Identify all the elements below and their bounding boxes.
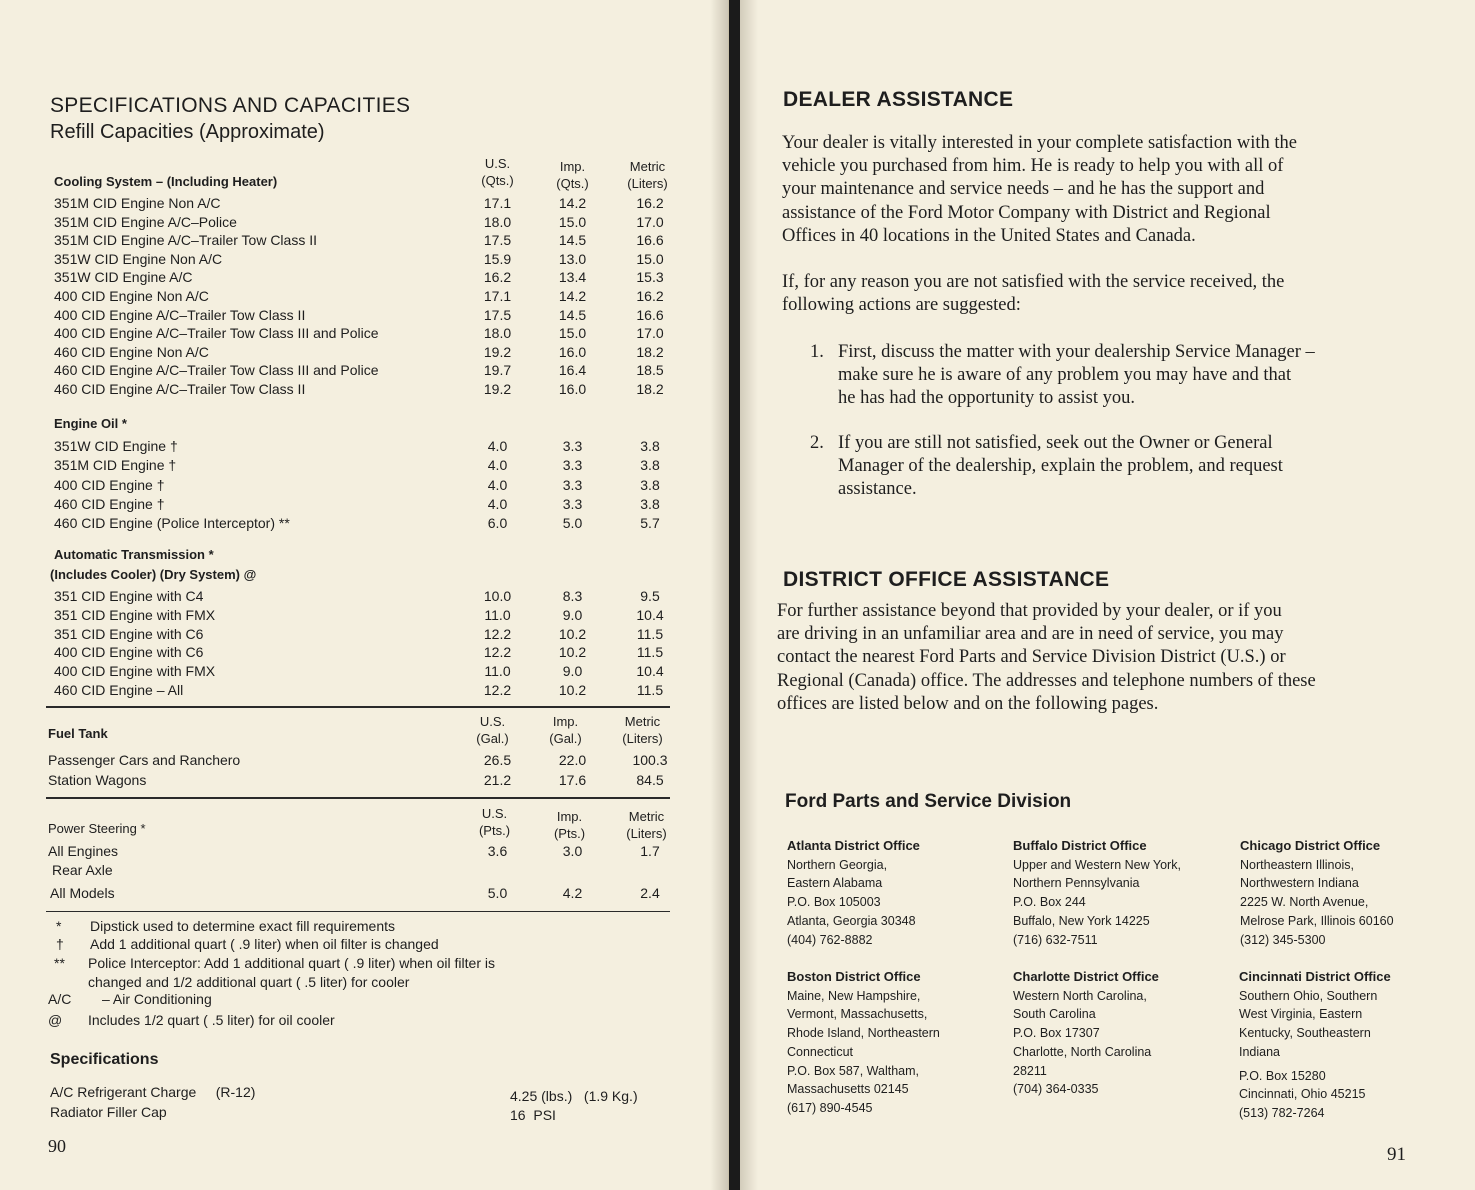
item-line: assistance. [838, 479, 917, 500]
value-metric: 11.5 [636, 682, 664, 698]
table-row [0, 438, 728, 457]
dealer-paragraph [782, 132, 1297, 248]
value-metric: 1.7 [640, 843, 660, 859]
value-imp: 10.2 [558, 682, 587, 698]
office-line: P.O. Box 15280 [1239, 1068, 1326, 1083]
row-label: 351W CID Engine A/C [54, 269, 193, 286]
specifications-heading: Specifications [50, 1051, 159, 1068]
col-header-text: Imp. (Qts.) [556, 159, 589, 191]
office-line: (404) 762-8882 [787, 932, 873, 947]
value-metric: 11.5 [636, 625, 664, 642]
office-line: Northern Pennsylvania [1013, 876, 1140, 891]
row-label: 351M CID Engine Non A/C [54, 195, 221, 211]
value-us: 19.2 [483, 381, 512, 397]
row-label: Passenger Cars and Ranchero [48, 752, 241, 768]
office-line: West Virginia, Eastern [1239, 1007, 1363, 1022]
value-imp: 3.3 [562, 457, 583, 474]
value-metric: 3.8 [640, 438, 660, 454]
row-label: 351M CID Engine † [54, 457, 177, 474]
value-imp: 9.0 [562, 663, 583, 680]
value-metric: 15.3 [636, 269, 664, 286]
value-metric: 16.2 [636, 195, 664, 211]
page-gutter-shadow [740, 0, 758, 1190]
office-line: P.O. Box 244 [1013, 895, 1086, 910]
paragraph-line: Your dealer is vitally interested in your complete satisfaction with the [782, 133, 1297, 153]
table-row [0, 885, 728, 904]
value-us: 3.6 [487, 843, 508, 859]
col-header-us-gal [465, 713, 520, 747]
value-us: 4.0 [487, 495, 508, 512]
row-label: 351 CID Engine with C6 [54, 625, 204, 642]
section-rule [46, 706, 670, 708]
value-us: 16.2 [483, 269, 512, 286]
table-row [0, 307, 728, 326]
office-line: Indiana [1239, 1044, 1281, 1059]
value-imp: 13.0 [558, 250, 587, 267]
table-row [0, 588, 728, 607]
page-title: SPECIFICATIONS AND CAPACITIES [50, 94, 411, 117]
value-metric: 10.4 [636, 663, 664, 680]
page-subtitle: Refill Capacities (Approximate) [50, 121, 325, 143]
paragraph-line: contact the nearest Ford Parts and Service Division District (U.S.) or [777, 647, 1286, 668]
office-name: Chicago District Office [1240, 838, 1381, 853]
office-chicago [1240, 837, 1394, 949]
col-header-imp-pts [542, 808, 597, 842]
section-rule [46, 911, 670, 912]
row-label: 351M CID Engine A/C–Police [54, 213, 237, 230]
row-label: 460 CID Engine Non A/C [54, 343, 209, 360]
row-label: 351W CID Engine Non A/C [54, 250, 223, 267]
col-header-text: U.S. (Qts.) [481, 156, 514, 188]
value-imp: 3.3 [562, 495, 583, 512]
value-imp: 16.0 [558, 381, 587, 397]
item-number: 2. [810, 433, 824, 453]
value-metric: 17.0 [636, 213, 664, 230]
value-metric: 16.6 [636, 232, 664, 249]
value-metric: 2.4 [640, 885, 660, 901]
paragraph-line: your maintenance and service needs – and he has the support and [782, 179, 1265, 200]
paragraph-line: vehicle you purchased from him. He is ready to help you with all of [782, 156, 1284, 177]
table-row [0, 288, 728, 307]
table-row [0, 496, 728, 515]
paragraph-line: Regional (Canada) office. The addresses and telephone numbers of these [777, 670, 1316, 691]
left-page [0, 0, 729, 1190]
footnote-text: Includes 1/2 quart ( .5 liter) for oil cooler [88, 1012, 335, 1028]
item-line: Manager of the dealership, explain the problem, and request [838, 456, 1283, 477]
value-us: 18.0 [483, 325, 512, 342]
table-row [0, 344, 728, 363]
value-metric: 10.4 [636, 606, 664, 623]
item-line: he has had the opportunity to assist you. [838, 388, 1135, 409]
paragraph-line: are driving in an unfamiliar area and are in need of service, you may [777, 624, 1284, 645]
value-us: 6.0 [487, 515, 508, 532]
col-header-metric-liters [614, 808, 679, 842]
office-line: Kentucky, Southeastern [1239, 1026, 1371, 1041]
item-number: 1. [810, 342, 824, 362]
row-label: 400 CID Engine with FMX [54, 663, 216, 680]
table-row [0, 682, 728, 701]
office-line: 2225 W. North Avenue, [1240, 895, 1369, 910]
table-row [0, 515, 728, 534]
spec-label: A/C Refrigerant Charge (R-12) [50, 1084, 256, 1100]
footnote-symbol: A/C [48, 991, 72, 1007]
office-line: Rhode Island, Northeastern [787, 1026, 940, 1041]
division-title: Ford Parts and Service Division [785, 791, 1072, 812]
paragraph-line: If, for any reason you are not satisfied with the service received, the [782, 272, 1285, 292]
value-metric: 5.7 [640, 515, 660, 532]
table-row [0, 477, 728, 496]
row-label: 351W CID Engine † [54, 438, 178, 454]
value-metric: 16.6 [636, 306, 664, 323]
value-us: 15.9 [483, 250, 512, 267]
value-imp: 3.0 [562, 843, 583, 859]
value-metric: 18.2 [636, 343, 664, 360]
office-line: P.O. Box 587, Waltham, [787, 1063, 920, 1078]
row-label: 400 CID Engine A/C–Trailer Tow Class II [54, 306, 306, 323]
office-line: Upper and Western New York, [1013, 857, 1181, 872]
footnote-text: – Air Conditioning [102, 991, 212, 1007]
value-metric: 15.0 [636, 250, 664, 267]
table-row [0, 457, 728, 476]
value-us: 17.5 [483, 232, 512, 249]
value-us: 4.0 [487, 438, 508, 454]
value-metric: 18.2 [636, 381, 664, 397]
row-label: 400 CID Engine A/C–Trailer Tow Class III and Police [54, 325, 379, 342]
district-paragraph [777, 600, 1316, 716]
value-metric: 18.5 [636, 362, 664, 379]
row-label: 351M CID Engine A/C–Trailer Tow Class II [54, 232, 317, 249]
value-us: 19.7 [483, 362, 512, 379]
col-header-text: U.S. (Gal.) [476, 714, 509, 746]
value-imp: 16.0 [558, 343, 587, 360]
row-label: 460 CID Engine (Police Interceptor) ** [54, 515, 290, 532]
value-imp: 14.5 [558, 232, 587, 249]
value-imp: 10.2 [558, 644, 587, 661]
table-row [0, 269, 728, 288]
office-name: Boston District Office [787, 969, 921, 984]
paragraph-line: assistance of the Ford Motor Company with District and Regional [782, 202, 1271, 223]
office-line: Northwestern Indiana [1240, 876, 1359, 891]
value-us: 19.2 [483, 343, 512, 360]
value-metric: 9.5 [640, 588, 660, 604]
table-row [0, 663, 728, 682]
value-metric: 84.5 [636, 772, 664, 788]
value-us: 4.0 [487, 457, 508, 474]
col-header-text: Metric (Liters) [627, 159, 668, 191]
value-us: 17.5 [483, 306, 512, 323]
table-row [0, 381, 728, 400]
power-steering-heading: Power Steering * [48, 821, 146, 836]
table-row [0, 195, 728, 214]
dealer-paragraph-2 [782, 271, 1284, 317]
office-line: Charlotte, North Carolina [1013, 1044, 1152, 1059]
row-label: Station Wagons [48, 772, 147, 788]
office-line: (716) 632-7511 [1013, 932, 1098, 947]
paragraph-line: For further assistance beyond that provided by your dealer, or if you [777, 601, 1282, 621]
office-name: Atlanta District Office [787, 838, 920, 853]
office-line: Maine, New Hampshire, [787, 988, 921, 1003]
value-metric: 11.5 [636, 644, 664, 661]
value-imp: 9.0 [562, 606, 583, 623]
office-line: Connecticut [787, 1044, 854, 1059]
col-header-text: Imp. (Gal.) [549, 714, 582, 746]
value-imp: 10.2 [558, 625, 587, 642]
col-header-text: U.S. (Pts.) [478, 806, 511, 838]
value-us: 26.5 [483, 752, 512, 768]
office-line: Southern Ohio, Southern [1239, 988, 1378, 1003]
office-line: Cincinnati, Ohio 45215 [1239, 1087, 1366, 1102]
row-label: 400 CID Engine † [54, 476, 165, 493]
col-header-imp-qts [545, 158, 600, 192]
value-imp: 14.5 [558, 306, 587, 323]
table-row [0, 362, 728, 381]
table-row [0, 232, 728, 251]
office-line: (704) 364-0335 [1013, 1082, 1099, 1097]
row-label: 460 CID Engine – All [54, 682, 184, 698]
col-header-us-pts [467, 805, 522, 839]
col-header-text: Metric (Liters) [626, 809, 667, 841]
office-line: Northeastern Illinois, [1240, 857, 1354, 872]
table-row [0, 752, 728, 771]
office-atlanta [787, 837, 920, 949]
office-buffalo [1013, 837, 1181, 949]
office-line: Melrose Park, Illinois 60160 [1240, 913, 1394, 928]
item-line: make sure he is aware of any problem you may have and that [838, 365, 1292, 386]
col-header-us-qts [470, 155, 525, 189]
value-imp: 14.2 [558, 195, 587, 211]
right-page [740, 0, 1475, 1190]
office-line: (617) 890-4545 [787, 1100, 873, 1115]
office-name: Charlotte District Office [1013, 969, 1159, 984]
office-line: Vermont, Massachusetts, [787, 1007, 928, 1022]
item-line: First, discuss the matter with your dealership Service Manager – [838, 342, 1315, 362]
value-metric: 3.8 [640, 476, 660, 493]
office-line: Northern Georgia, [787, 857, 888, 872]
table-row [0, 843, 728, 862]
office-line: Eastern Alabama [787, 876, 883, 891]
row-label: 400 CID Engine with C6 [54, 644, 204, 661]
table-row [0, 772, 728, 791]
footnote-symbol: † [56, 936, 64, 952]
value-us: 11.0 [484, 606, 511, 623]
office-line: (513) 782-7264 [1239, 1105, 1325, 1120]
row-label: 460 CID Engine † [54, 495, 165, 512]
office-line: P.O. Box 105003 [787, 895, 881, 910]
value-imp: 3.3 [562, 476, 583, 493]
value-imp: 15.0 [558, 325, 587, 342]
value-imp: 14.2 [558, 288, 587, 304]
value-metric: 3.8 [640, 457, 660, 474]
office-line: Buffalo, New York 14225 [1013, 913, 1150, 928]
value-imp: 17.6 [558, 772, 587, 788]
col-header-text: Metric (Liters) [622, 714, 663, 746]
office-name: Buffalo District Office [1013, 838, 1147, 853]
page-number: 91 [1387, 1144, 1406, 1165]
col-header-metric-liters [615, 158, 680, 192]
cooling-heading: Cooling System – (Including Heater) [54, 174, 278, 189]
footnote-text: Dipstick used to determine exact fill requirements [90, 918, 396, 934]
table-row [0, 251, 728, 270]
value-metric: 17.0 [636, 325, 664, 342]
value-imp: 4.2 [562, 885, 583, 901]
paragraph-line: following actions are suggested: [782, 295, 1021, 316]
col-header-imp-gal [538, 713, 593, 747]
fuel-tank-heading: Fuel Tank [48, 726, 108, 741]
table-row [0, 644, 728, 663]
item-body [838, 341, 1368, 411]
table-row [0, 325, 728, 344]
value-imp: 16.4 [558, 362, 587, 379]
value-imp: 5.0 [562, 515, 583, 532]
office-line: Western North Carolina, [1013, 988, 1147, 1003]
value-us: 12.2 [483, 682, 512, 698]
table-row [0, 214, 728, 233]
section-rule [46, 797, 670, 799]
value-us: 12.2 [483, 625, 512, 642]
value-imp: 15.0 [558, 213, 587, 230]
table-row [0, 607, 728, 626]
value-imp: 3.3 [562, 438, 583, 454]
value-us: 11.0 [484, 663, 511, 680]
paragraph-line: Offices in 40 locations in the United States and Canada. [782, 225, 1196, 246]
row-label: All Engines [48, 843, 119, 859]
office-line: 28211 [1013, 1063, 1047, 1078]
value-imp: 13.4 [558, 269, 587, 286]
office-line: P.O. Box 17307 [1013, 1026, 1100, 1041]
office-line: (312) 345-5300 [1240, 932, 1326, 947]
value-us: 4.0 [487, 476, 508, 493]
dealer-assistance-heading: DEALER ASSISTANCE [783, 88, 1014, 111]
footnote-symbol: ** [54, 955, 65, 971]
value-imp: 22.0 [558, 752, 587, 768]
engine-oil-heading: Engine Oil * [54, 416, 127, 431]
value-us: 21.2 [483, 772, 512, 788]
district-assistance-heading: DISTRICT OFFICE ASSISTANCE [783, 568, 1110, 591]
office-boston [787, 968, 940, 1118]
rear-axle-heading: Rear Axle [52, 862, 113, 878]
value-us: 12.2 [483, 644, 512, 661]
spec-label: Radiator Filler Cap [50, 1104, 167, 1120]
office-charlotte [1013, 968, 1159, 1099]
office-cincinnati [1239, 968, 1391, 1123]
footnote-symbol: @ [48, 1012, 63, 1028]
table-row [0, 626, 728, 645]
row-label: 400 CID Engine Non A/C [54, 288, 209, 304]
value-us: 17.1 [483, 288, 512, 304]
row-label: 460 CID Engine A/C–Trailer Tow Class III and Police [54, 362, 379, 379]
footnote-text: changed and 1/2 additional quart ( .5 liter) for cooler [88, 974, 410, 990]
office-line: South Carolina [1013, 1007, 1096, 1022]
page-number: 90 [48, 1136, 66, 1156]
footnote-symbol: * [56, 918, 62, 934]
value-us: 5.0 [487, 885, 508, 901]
value-metric: 3.8 [640, 495, 660, 512]
col-header-text: Imp. (Pts.) [553, 809, 586, 841]
footnote-text: Add 1 additional quart ( .9 liter) when oil filter is changed [90, 936, 439, 952]
row-label: 460 CID Engine A/C–Trailer Tow Class II [54, 381, 306, 397]
spec-value: 4.25 (lbs.) (1.9 Kg.) [510, 1088, 638, 1104]
transmission-subheading: (Includes Cooler) (Dry System) @ [50, 567, 257, 582]
item-body [838, 432, 1368, 502]
value-us: 17.1 [483, 195, 512, 211]
spec-value: 16 PSI [510, 1107, 556, 1123]
office-line: Massachusetts 02145 [787, 1082, 909, 1097]
paragraph-line: offices are listed below and on the following pages. [777, 693, 1159, 714]
footnote-text: Police Interceptor: Add 1 additional quart ( .9 liter) when oil filter is [88, 955, 495, 971]
row-label: All Models [50, 885, 115, 901]
value-metric: 100.3 [632, 752, 668, 768]
value-us: 18.0 [483, 213, 512, 230]
value-us: 10.0 [483, 588, 512, 604]
value-metric: 16.2 [636, 288, 664, 304]
col-header-metric-liters [610, 713, 675, 747]
transmission-heading: Automatic Transmission * [54, 547, 214, 562]
office-line: Atlanta, Georgia 30348 [787, 913, 916, 928]
row-label: 351 CID Engine with C4 [54, 588, 204, 604]
row-label: 351 CID Engine with FMX [54, 606, 216, 623]
office-name: Cincinnati District Office [1239, 969, 1391, 984]
item-line: If you are still not satisfied, seek out the Owner or General [838, 433, 1273, 453]
value-imp: 8.3 [562, 588, 583, 604]
